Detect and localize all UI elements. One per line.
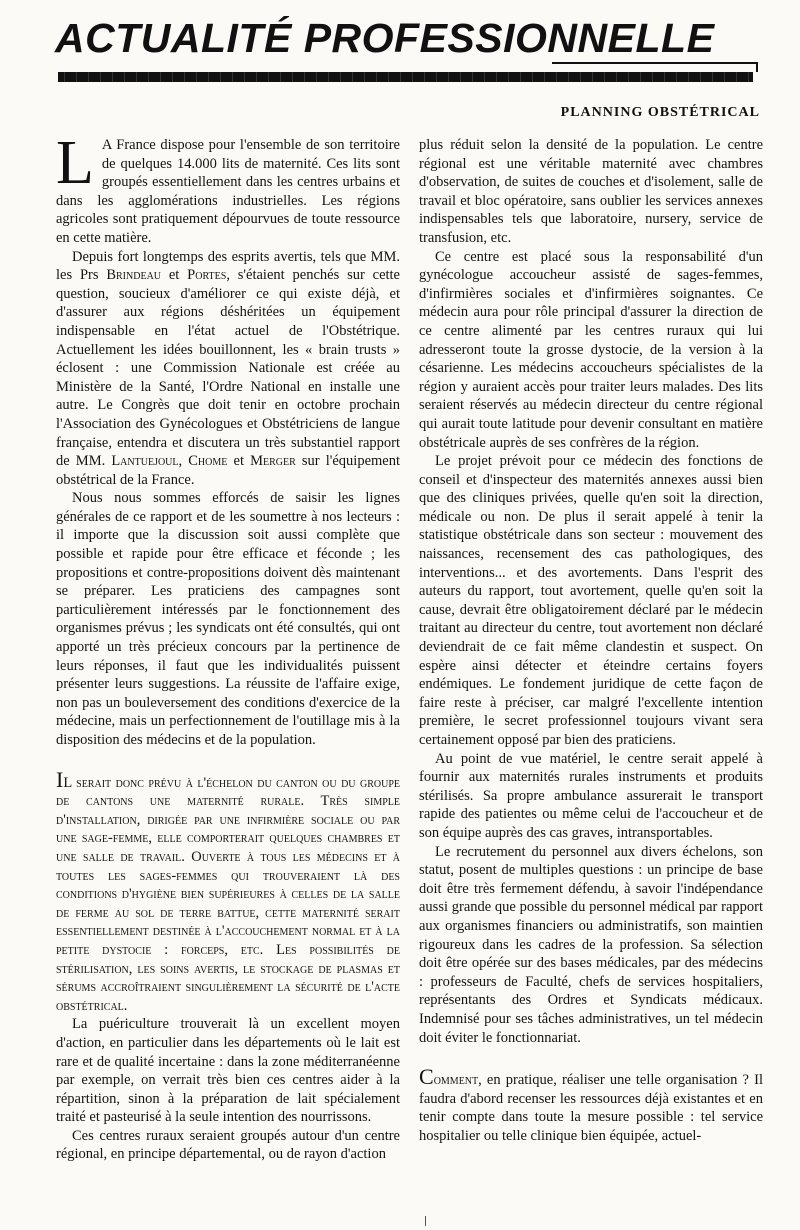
paragraph-report: Nous nous sommes efforcés de saisir les lignes générales de ce rapport et de les soumettre à nos lecteurs : il importe que la discussion soit aussi complète que possible et rapide pour être efficace et féconde ; les propositions et contre-propositions doivent dès maintenant se préparer. Les praticiens des campagnes sont particulièrement intéressés par le fonctionnement des organismes prévus ; les syndicats ont été consultés, qui ont apporté un très précieux concours par la pertinence de leurs réponses, il faut que les individualités puissent présenter leurs suggestions. La réussite de l'affaire exige, non pas un bouleversement des conditions d'exercice de la médecine, mais un perfectionnement de l'outillage mis à la disposition des médecins et de la population.	[56, 490, 400, 748]
paragraph-centre-director: Ce centre est placé sous la responsabilité d'un gynécologue accoucheur assisté de sages-femmes, d'infirmières sociales et d'infirmières soignantes. Ce médecin aura pour rôle principal d'assurer la direction de ce centre alimenté par les centres ruraux qui lui adresseront toute la grosse dystocie, de la version à la césarienne. Les médecins accoucheurs spécialistes de la région y auraient accès pour traiter leurs malades. Des lits seraient réservés au médecin directeur du centre régional qui aurait toute latitude pour devenir consultant en matière obstétricale auprès de ses confrères de la région.	[419, 248, 763, 451]
section-title: PLANNING OBSTÉTRICAL	[560, 105, 760, 120]
header-rule-thin	[552, 62, 758, 64]
paragraph-regional-centre: plus réduit selon la densité de la population. Le centre régional est une véritable maternité avec chambres d'observation, de suites de couches et d'isolement, salle de travail et bloc opératoire, sans oublier les services annexes indispensables tels que laboratoire, nursery, service de transfusion, etc.	[419, 137, 763, 246]
small-caps-word: omment	[433, 1072, 479, 1089]
paragraph-how-text: , en pratique, réaliser une telle organisation ? Il faudra d'abord recenser les ressources déjà existantes et en tenir compte dans toute la mesure possible : tel service hospitalier ou telle clinique bien équipée, actuel-	[419, 1072, 763, 1144]
author-name: Lantuejoul	[111, 453, 179, 470]
paragraph-material: Au point de vue matériel, le centre serait appelé à fournir aux maternités rurales instruments et produits stérilisés. Sa propre ambulance assurerait le transport rapide des patientes ou même celui de l'accoucheur et de son équipe auprès des cas graves, intransportables.	[419, 750, 763, 841]
paragraph-intro-text: A France dispose pour l'ensemble de son territoire de quelques 14.000 lits de maternité. Ces lits sont groupés essentiellement dans les centres urbains et dans les agglomérations industrielles. Les régions agricoles sont pratiquement dépourvues de toute ressource en cette matière.	[56, 137, 400, 246]
text-run: Depuis fort longtemps des esprits avertis, tels que MM. les Prs	[56, 248, 400, 284]
paragraph-rural-centres: Ces centres ruraux seraient groupés autour d'un centre régional, en principe départemental, ou de rayon d'action	[56, 1127, 400, 1163]
paragraph-rural-maternity	[56, 766, 400, 1016]
paragraph-intro	[56, 136, 400, 248]
paragraph-rural-maternity-text: L serait donc prévu à l'échelon du canton ou du groupe de cantons une maternité rurale. Très simple d'installation, dirigée par une infirmière sociale ou par une sage-femme, elle comporterait quelques chambres et une salle de travail. Ouverte à tous les médecins et à toutes les sages-femmes qui trouveraient là des conditions d'hygiène bien supérieures à celles de la salle de ferme au sol de terre battue, cette maternité serait essentiellement destinée à l'accouchement normal et à la petite dystocie : forceps, etc. Les possibilités de stérilisation, les soins avertis, le stockage de plasmas et sérums accroîtraient singulièrement la sécurité de l'acte obstétrical.	[56, 774, 400, 1014]
author-name: Brindeau	[106, 267, 162, 284]
left-column	[56, 136, 400, 1206]
initial-letter: I	[56, 766, 64, 792]
initial-letter: C	[419, 1064, 434, 1090]
text-run: , s'étaient penchés sur cette question, soucieux d'améliorer ce qui existe déjà, et d'assurer aux régions déshéritées un équipement indispensable en l'état actuel de l'Obstétrique. Actuellement les idées bouillonnent, les « brain trusts » éclosent : une Commission Nationale est créée au Ministère de la Santé, l'Ordre National en installe une autre. Le Congrès que doit tenir en octobre prochain l'Association des Gynécologues et Obstétriciens de langue française, entendra et discutera un très substantiel rapport de MM.	[56, 267, 400, 470]
drop-cap: L	[56, 136, 94, 197]
author-name: Chome	[188, 453, 228, 470]
paragraph-recruitment: Le recrutement du personnel aux divers échelons, son statut, posent de multiples questions : un principe de base doit être très fermement défendu, à savoir l'indépendance aussi grande que possible du personnel médical par rapport aux organismes financiers ou administratifs, son maintien rigoureux dans les cadres de la profession. Sa sélection doit être opérée sur des bases médicales, par des médecins : professeurs de Faculté, chefs de services hospitaliers, représentants des Ordres et Syndicats médicaux. Indemnisé pour ses tâches administratives, un tel médecin doit éviter le fonctionnariat.	[419, 843, 763, 1046]
text-run: sur l'équipement obstétrical de la France.	[56, 453, 400, 488]
author-name: Portes	[187, 267, 227, 284]
text-run: ,	[178, 453, 189, 470]
header-rule-thick	[58, 72, 753, 82]
right-column	[419, 136, 763, 1206]
page-header-title: ACTUALITÉ PROFESSIONNELLE	[55, 15, 715, 61]
paragraph-inspection: Le projet prévoit pour ce médecin des fonctions de conseil et d'inspecteur des maternités annexes aussi bien que des cliniques privées, quelle qu'en soit la direction, médicale ou non. De plus il serait appelé à tenir la statistique obstétricale dans son secteur : mouvement des naissances, recensement des cas pathologiques, des interventions... et des avortements. Dans l'esprit des auteurs du rapport, tout avortement, quelle qu'en soit la cause, devrait être obligatoirement déclaré par le médecin traitant au directeur du centre, tout avortement non déclaré deviendrait de ce fait même clandestin et suspect. On espère ainsi détecter et éteindre certains foyers endémiques. Le fondement juridique de cette façon de faire reste à préciser, car malgré l'excellente intention première, le secret professionnel toujours vivant sera certainement opposé par bien des praticiens.	[419, 453, 763, 748]
paragraph-how	[419, 1064, 763, 1145]
page-footer-mark	[425, 1216, 430, 1226]
text-run: et	[161, 267, 188, 284]
author-name: Merger	[250, 453, 296, 470]
header-rule-tick	[756, 62, 758, 72]
paragraph-childcare: La puériculture trouverait là un excellent moyen d'action, en particulier dans les départements où le lait est rare et de qualité incertaine : dans la zone méditerranéenne par exemple, on verrait très bien ces centres aider à la répartition, sinon à la préparation de lait spécialement traité et pasteurisé à la seule intention des nourrissons.	[56, 1016, 400, 1126]
paragraph-history	[56, 248, 400, 490]
text-run: et	[227, 453, 251, 470]
